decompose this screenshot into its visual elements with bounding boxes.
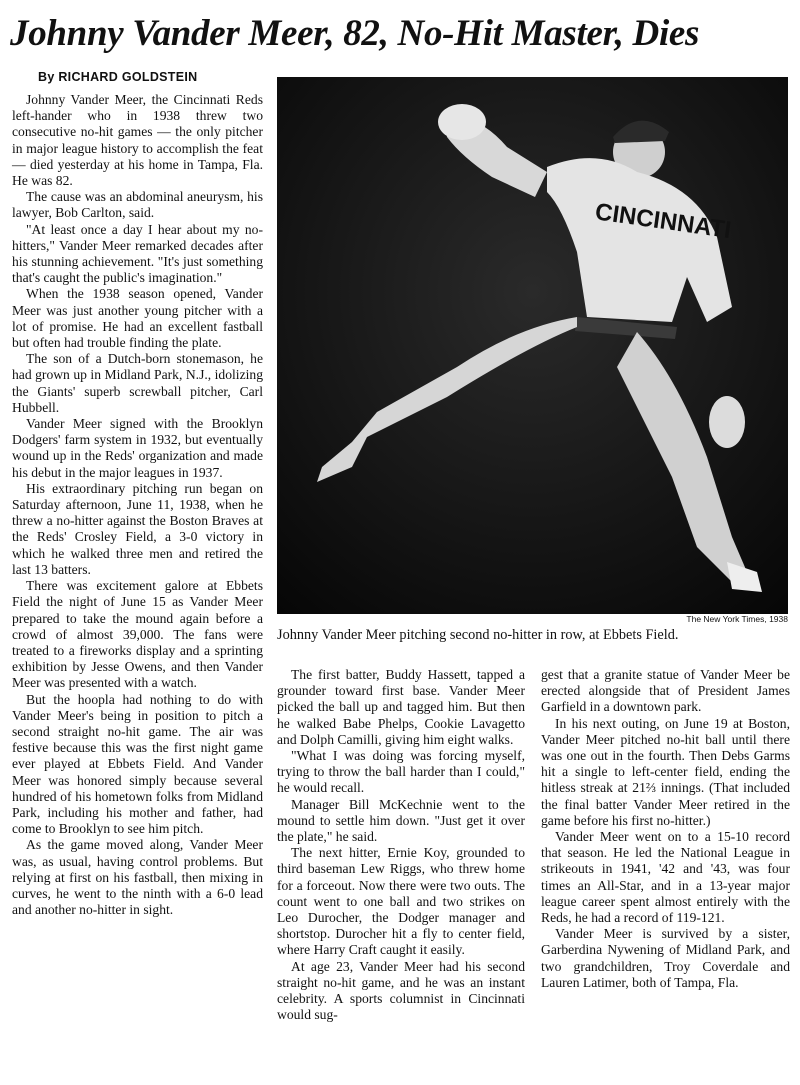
- paragraph: His extraordinary pitching run began on Saturday afternoon, June 11, 1938, when he threw a no-hitter against the Boston Braves at the Reds' Crosley Field, a 3-0 victory in which he walked three men and retired the last 13 batters.: [12, 480, 263, 577]
- paragraph: In his next outing, on June 19 at Boston, Vander Meer pitched no-hit ball until there was one out in the fourth. Then Debs Garms hit a single to left-center field, ending the hitless streak at 21⅔ innings. (That included the final batter Vander Meer retired in the game before his first no-hitter.): [541, 715, 790, 828]
- jersey-lettering: CINCINNATI: [593, 198, 733, 245]
- article-column-2: [277, 667, 525, 1023]
- paragraph: "At least once a day I hear about my no-hitters," Vander Meer remarked decades after his stunning achievement. "It's just something that's caught the public's imagination.": [12, 221, 263, 286]
- article-column-1: [12, 92, 263, 918]
- paragraph: Vander Meer went on to a 15-10 record that season. He led the National League in strikeouts in 1941, '42 and '43, was four times an All-Star, and in a 13-year major league career spent almost entirely with the Reds, he had a record of 119-121.: [541, 829, 790, 926]
- paragraph: The son of a Dutch-born stonemason, he had grown up in Midland Park, N.J., idolizing the Giants' superb screwball pitcher, Carl Hubbell.: [12, 351, 263, 415]
- byline: By RICHARD GOLDSTEIN: [38, 70, 198, 84]
- photo-pitcher: [277, 77, 788, 614]
- paragraph-continued: gest that a granite statue of Vander Meer be erected alongside that of President James Garfield in a downtown park.: [541, 667, 790, 715]
- paragraph: When the 1938 season opened, Vander Meer was just another young pitcher with a lot of promise. He had an excellent fastball but often had trouble finding the plate.: [12, 286, 263, 351]
- paragraph: As the game moved along, Vander Meer was, as usual, having control problems. But relying at first on his fastball, then mixing in curves, he went to the ninth with a 6-0 lead and another no-hitter in sight.: [12, 837, 263, 918]
- paragraph: The next hitter, Ernie Koy, grounded to third baseman Lew Riggs, who threw home for a forceout. Now there were two outs. The count went to one ball and two strikes on Leo Durocher, the Dodger manager and shortstop. Durocher hit a fly to center field, where Harry Craft caught it easily.: [277, 845, 525, 958]
- paragraph: "What I was doing was forcing myself, trying to throw the ball harder than I could," he would recall.: [277, 748, 525, 796]
- paragraph: Vander Meer signed with the Brooklyn Dodgers' farm system in 1932, but eventually wound up in the Reds' organization and made his debut in the major leagues in 1937.: [12, 416, 263, 480]
- article-column-3: [541, 667, 790, 991]
- headline: Johnny Vander Meer, 82, No-Hit Master, Dies: [10, 13, 700, 54]
- paragraph: But the hoopla had nothing to do with Vander Meer's being in position to pitch a second straight no-hit game. The air was festive because this was the first night game ever played at Ebbets Field. And Vander Meer was honored simply because several hundred of his hometown folks from Midland Park, including his mother and father, had come to Brooklyn to see him pitch.: [12, 691, 263, 837]
- paragraph: Manager Bill McKechnie went to the mound to settle him down. "Just get it over the plate," he said.: [277, 796, 525, 845]
- paragraph: Vander Meer is survived by a sister, Garberdina Nywening of Midland Park, and two grandchildren, Troy Coverdale and Lauren Latimer, both of Tampa, Fla.: [541, 926, 790, 990]
- paragraph: Johnny Vander Meer, the Cincinnati Reds left-hander who in 1938 threw two consecutive no-hit games — the only pitcher in major league history to accomplish the feat — died yesterday at his home in Tampa, Fla. He was 82.: [12, 92, 263, 189]
- pitcher-photo-image: [277, 77, 788, 614]
- paragraph: The first batter, Buddy Hassett, tapped a grounder toward first base. Vander Meer picked the ball up and tagged him. But then he walked Babe Phelps, Cookie Lavagetto and Dolph Camilli, giving him eight walks.: [277, 667, 525, 747]
- paragraph: There was excitement galore at Ebbets Field the night of June 15 as Vander Meer prepared to take the mound again before a crowd of almost 39,000. The fans were treated to a fireworks display and a sprinting exhibition by Jesse Owens, and then Vander Meer was presented with a watch.: [12, 578, 263, 691]
- paragraph: At age 23, Vander Meer had his second straight no-hit game, and he was an instant celebrity. A sports columnist in Cincinnati would sug-: [277, 958, 525, 1023]
- photo-caption: Johnny Vander Meer pitching second no-hitter in row, at Ebbets Field.: [277, 627, 679, 643]
- photo-credit: The New York Times, 1938: [686, 614, 788, 624]
- paragraph: The cause was an abdominal aneurysm, his lawyer, Bob Carlton, said.: [12, 189, 263, 221]
